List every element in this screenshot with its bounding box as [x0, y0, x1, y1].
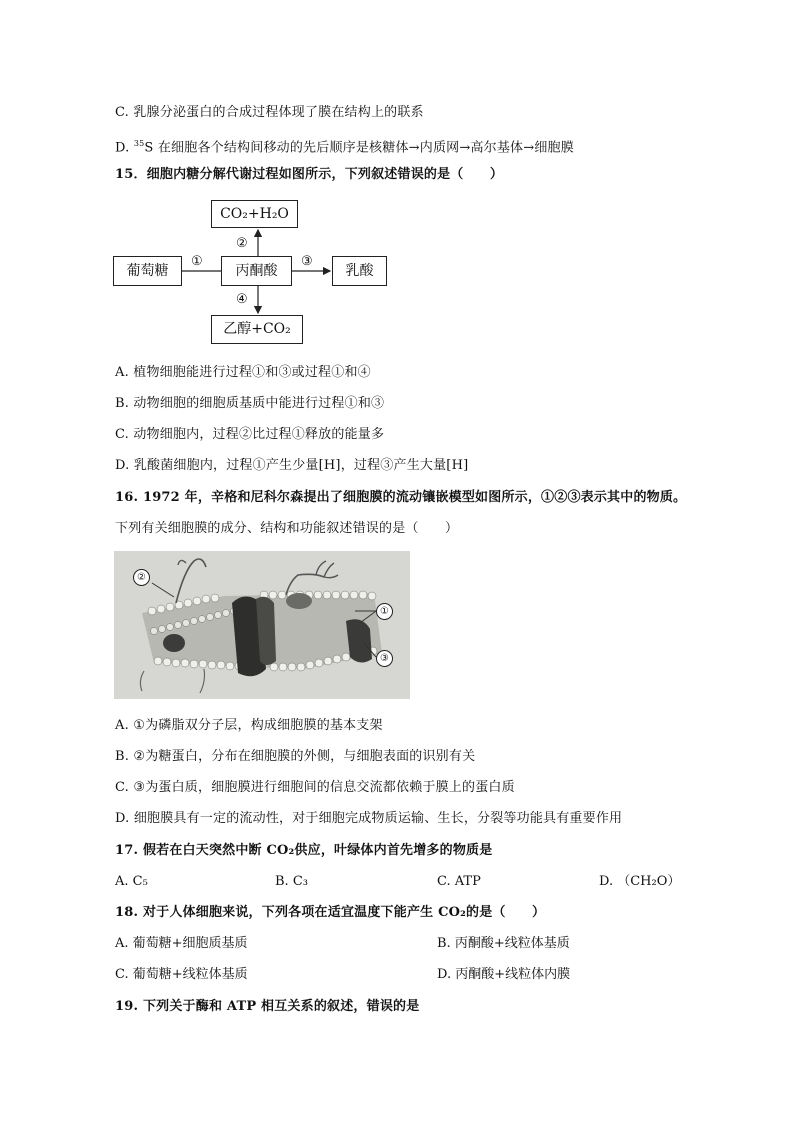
step4-label: ④: [236, 292, 248, 307]
q17-options-row: [115, 873, 681, 891]
q18-options-row2: [115, 966, 675, 984]
q16-stem-line1: 16. 1972 年，辛格和尼科尔森提出了细胞膜的流动镶嵌模型如图所示，①②③表示其中的物质。: [115, 490, 687, 505]
q17-option-c: C. ATP: [437, 874, 481, 889]
q17-option-a: A. C₅: [115, 874, 148, 889]
q18-option-b: B. 丙酮酸+线粒体基质: [437, 936, 570, 951]
figure-label-1: ①: [376, 603, 393, 620]
peripheral-protein: [163, 634, 185, 652]
ethanol-co2-box: 乙醇+CO₂: [211, 315, 303, 344]
q16-option-b: B. ②为糖蛋白，分布在细胞膜的外侧，与细胞表面的识别有关: [115, 749, 476, 764]
q14-option-d-prefix: D.: [115, 140, 134, 156]
co2-h2o-box: CO₂+H₂O: [211, 200, 298, 228]
q15-option-d: D. 乳酸菌细胞内，过程①产生少量[H]，过程③产生大量[H]: [115, 458, 469, 473]
pyruvate-box: 丙酮酸: [221, 256, 292, 286]
cell-membrane-figure: [114, 551, 410, 699]
q14-option-d-text: S 在细胞各个结构间移动的先后顺序是核糖体→内质网→高尔基体→细胞膜: [144, 140, 574, 156]
q14-option-d-superscript: 35: [133, 139, 145, 148]
q16-option-d: D. 细胞膜具有一定的流动性，对于细胞完成物质运输、生长，分裂等功能具有重要作用: [115, 811, 623, 826]
q18-option-a: A. 葡萄糖+细胞质基质: [115, 936, 248, 951]
q18-options-row1: [115, 935, 675, 953]
figure-label-3: ③: [376, 650, 393, 667]
step2-label: ②: [236, 236, 248, 251]
q18-option-c: C. 葡萄糖+线粒体基质: [115, 967, 248, 982]
membrane-illustration: [114, 551, 410, 699]
q18-stem: 18. 对于人体细胞来说，下列各项在适宜温度下能产生 CO₂的是（ ）: [115, 905, 546, 920]
glucose-box: 葡萄糖: [113, 256, 182, 286]
q15-option-c: C. 动物细胞内，过程②比过程①释放的能量多: [115, 427, 385, 442]
q16-option-a: A. ①为磷脂双分子层，构成细胞膜的基本支架: [115, 718, 383, 733]
figure-label-2: ②: [133, 569, 150, 586]
q15-option-a: A. 植物细胞能进行过程①和③或过程①和④: [115, 365, 371, 380]
q17-stem: 17. 假若在白天突然中断 CO₂供应，叶绿体内首先增多的物质是: [115, 843, 493, 858]
q17-option-b: B. C₃: [275, 874, 308, 889]
q16-stem-line2: 下列有关细胞膜的成分、结构和功能叙述错误的是（ ）: [115, 521, 459, 536]
q15-option-b: B. 动物细胞的细胞质基质中能进行过程①和③: [115, 396, 385, 411]
q19-stem: 19. 下列关于酶和 ATP 相互关系的叙述，错误的是: [115, 999, 420, 1014]
lactic-acid-box: 乳酸: [332, 256, 387, 286]
q16-option-c: C. ③为蛋白质，细胞膜进行细胞间的信息交流都依赖于膜上的蛋白质: [115, 780, 515, 795]
q15-metabolism-diagram: [112, 198, 412, 346]
step3-label: ③: [301, 254, 313, 269]
q14-option-c: C. 乳腺分泌蛋白的合成过程体现了膜在结构上的联系: [115, 105, 424, 120]
q17-option-d: D. （CH₂O）: [599, 874, 681, 889]
q14-option-d: [115, 135, 574, 157]
step1-label: ①: [191, 254, 203, 269]
q18-option-d: D. 丙酮酸+线粒体内膜: [437, 967, 571, 982]
q15-stem: 15．细胞内糖分解代谢过程如图所示，下列叙述错误的是（ ）: [115, 167, 504, 182]
